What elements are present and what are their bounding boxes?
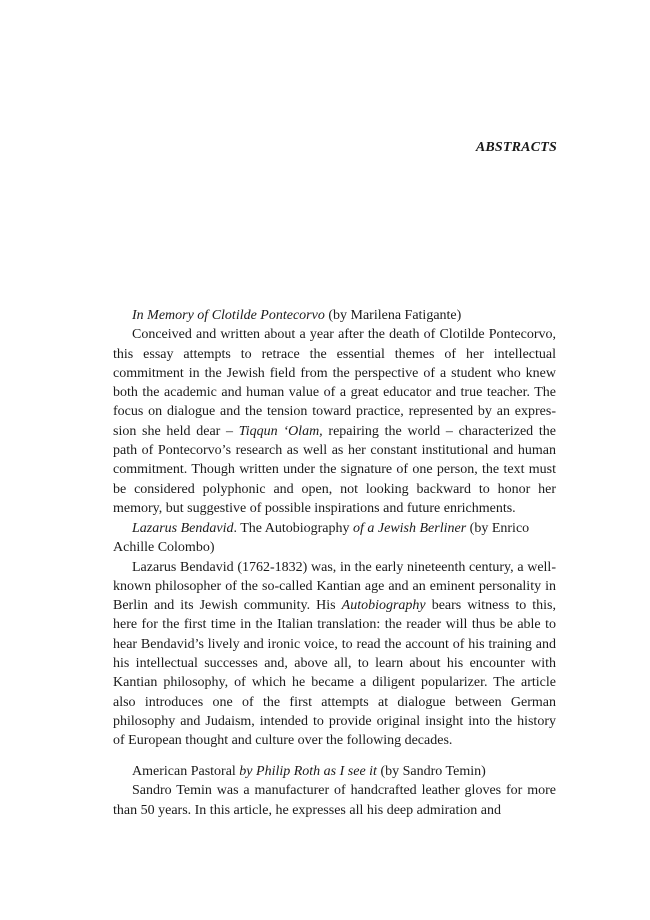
title-plain: American Pastoral: [132, 764, 240, 779]
body-text-1: Conceived and written about a year after the death of Clotilde Pontecorvo, this essay attempts to retrace the essential themes of her intellectual commitment in the Jewish field from the perspective of a student who knew both the academic and human value of a great educator and true teacher. The focus on dialogue and the tension toward practice, represented by an expression she held dear –: [113, 327, 556, 439]
title-italic: Lazarus Bendavid: [132, 521, 234, 536]
body-italic: Tiqqun ‘Olam,: [238, 423, 323, 439]
body-text-2: bears witness to this, here for the first time in the Italian translation: the reader will thus be able to hear Bendavid’s lively and ironic voice, to read the account of his training and his intellectual successes and, above all, to learn about his encounter with Kantian philosophy, of which he became a diligent popularizer. The article also introduces one of the first attempts at dialogue between German philosophy and Judaism, intended to provide original insight into the history of European thought and culture over the following decades.: [113, 598, 557, 749]
abstract-title: [113, 519, 556, 558]
body-text-2: repairing the world – characterized the path of Pontecorvo’s research as well as her constant institutional and human commitment. Though written under the signature of one person, the text must be considered polyphonic and open, not looking backward to honor her memory, but suggestive of possible inspirations and future enrichments.: [113, 423, 556, 516]
body-text-1: Sandro Temin was a manufacturer of handcrafted leather gloves for more than 50 years. In this article, he expresses all his deep admiration and: [113, 783, 556, 818]
abstract-title: [113, 762, 556, 781]
abstract-section: [113, 519, 556, 751]
title-author: (by Enrico Achille Colombo): [113, 521, 530, 556]
abstract-section: [113, 762, 556, 820]
body-italic: Autobiography: [341, 598, 426, 614]
title-author: (by Sandro Temin): [376, 764, 486, 779]
abstract-body: [113, 558, 556, 751]
title-italic: by Philip Roth as I see it: [239, 764, 377, 779]
abstract-body: [113, 325, 556, 518]
body-text-1: Lazarus Bendavid (1762-1832) was, in the early nineteenth century, a well-known philosopher of the so-called Kantian age and an eminent personality in Berlin and its Jewish community. His: [113, 559, 556, 614]
title-plain: . The Autobiography: [233, 521, 354, 536]
abstract-body: [113, 781, 556, 820]
abstract-section: [113, 306, 556, 518]
page-heading: ABSTRACTS: [475, 140, 557, 155]
title-italic: In Memory of Clotilde Pontecorvo: [132, 308, 325, 323]
title-author: (by Marilena Fatigante): [324, 308, 462, 323]
abstract-title: [113, 306, 556, 325]
title-italic: of a Jewish Berliner: [353, 521, 467, 536]
